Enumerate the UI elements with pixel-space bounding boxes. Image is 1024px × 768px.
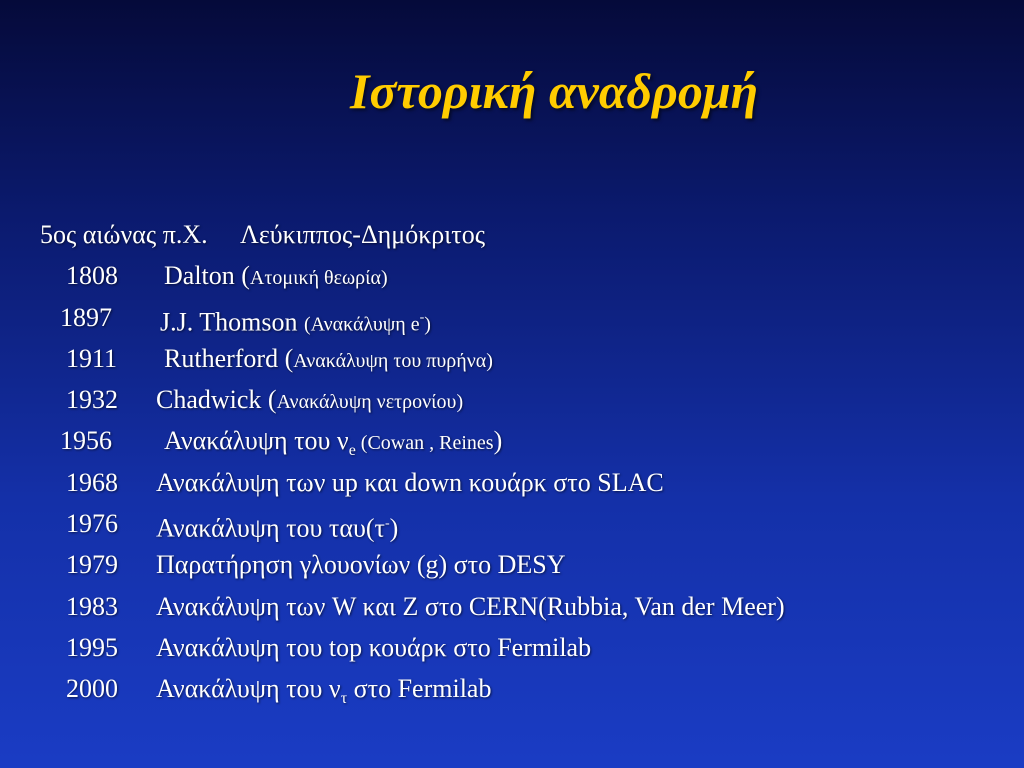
timeline-row <box>0 462 1024 503</box>
event-note-end: ) <box>424 313 431 336</box>
timeline-year: 1968 <box>66 467 118 497</box>
event-text: J.J. Thomson <box>160 307 304 337</box>
event-text: Ανακάλυψη του ταυ(τ <box>156 513 385 543</box>
timeline-list <box>0 214 1024 710</box>
timeline-year: 1808 <box>66 261 118 291</box>
timeline-event: Λεύκιππος-Δημόκριτος <box>240 220 486 249</box>
timeline-event: Παρατήρηση γλουονίων (g) στο DESY <box>156 550 566 580</box>
event-text-end: στο Fermilab <box>347 674 492 704</box>
event-text: Rutherford ( <box>164 343 294 373</box>
timeline-year: 1956 <box>60 426 112 456</box>
timeline-event: Ανακάλυψη των up και down κουάρκ στο SLAC <box>156 467 664 497</box>
timeline-event <box>156 379 463 423</box>
event-text: Ανακάλυψη του ν <box>164 426 349 456</box>
event-subscript: e <box>348 442 356 460</box>
timeline-event: Ανακάλυψη του top κουάρκ στο Fermilab <box>156 632 592 662</box>
timeline-year: 1983 <box>66 591 118 621</box>
event-text-end: ) <box>389 513 399 543</box>
event-text-end: ) <box>493 426 503 456</box>
slide-title: Ιστορική αναδρομή <box>350 63 759 119</box>
event-note: Ατομική θεωρία) <box>249 267 388 290</box>
event-text: Ανακάλυψη του ν <box>156 674 341 704</box>
timeline-row <box>0 668 1024 709</box>
event-note: (Cowan , Reines <box>355 432 494 455</box>
timeline-event: Ανακάλυψη των W και Z στο CERN(Rubbia, Van der Meer) <box>156 591 785 621</box>
timeline-row <box>0 214 1024 255</box>
timeline-event <box>156 503 398 549</box>
timeline-row <box>0 297 1024 338</box>
timeline-year: 1897 <box>60 302 112 332</box>
timeline-year: 2000 <box>66 674 118 704</box>
event-note: Ανακάλυψη νετρονίου) <box>276 391 464 414</box>
timeline-year: 1995 <box>66 632 118 662</box>
timeline-year: 5ος αιώνας π.Χ. <box>40 220 208 249</box>
event-note: (Ανακάλυψη e <box>304 313 420 336</box>
timeline-year: 1932 <box>66 385 118 415</box>
timeline-row <box>0 503 1024 544</box>
event-superscript: - <box>384 516 390 532</box>
timeline-row <box>0 379 1024 420</box>
timeline-row <box>0 338 1024 379</box>
event-subscript: τ <box>340 690 348 708</box>
timeline-row <box>0 420 1024 461</box>
event-superscript: - <box>419 309 425 325</box>
timeline-year: 1979 <box>66 550 118 580</box>
timeline-year: 1911 <box>66 343 118 373</box>
event-text: Dalton ( <box>164 261 250 291</box>
timeline-event <box>164 338 493 382</box>
timeline-year: 1976 <box>66 509 118 539</box>
event-note: Ανακάλυψη του πυρήνα) <box>293 349 493 372</box>
timeline-event <box>156 668 491 719</box>
timeline-event <box>164 255 388 299</box>
timeline-row <box>0 627 1024 668</box>
timeline-row <box>0 586 1024 627</box>
timeline-row <box>0 544 1024 585</box>
timeline-row <box>0 255 1024 296</box>
event-text: Chadwick ( <box>156 385 277 415</box>
